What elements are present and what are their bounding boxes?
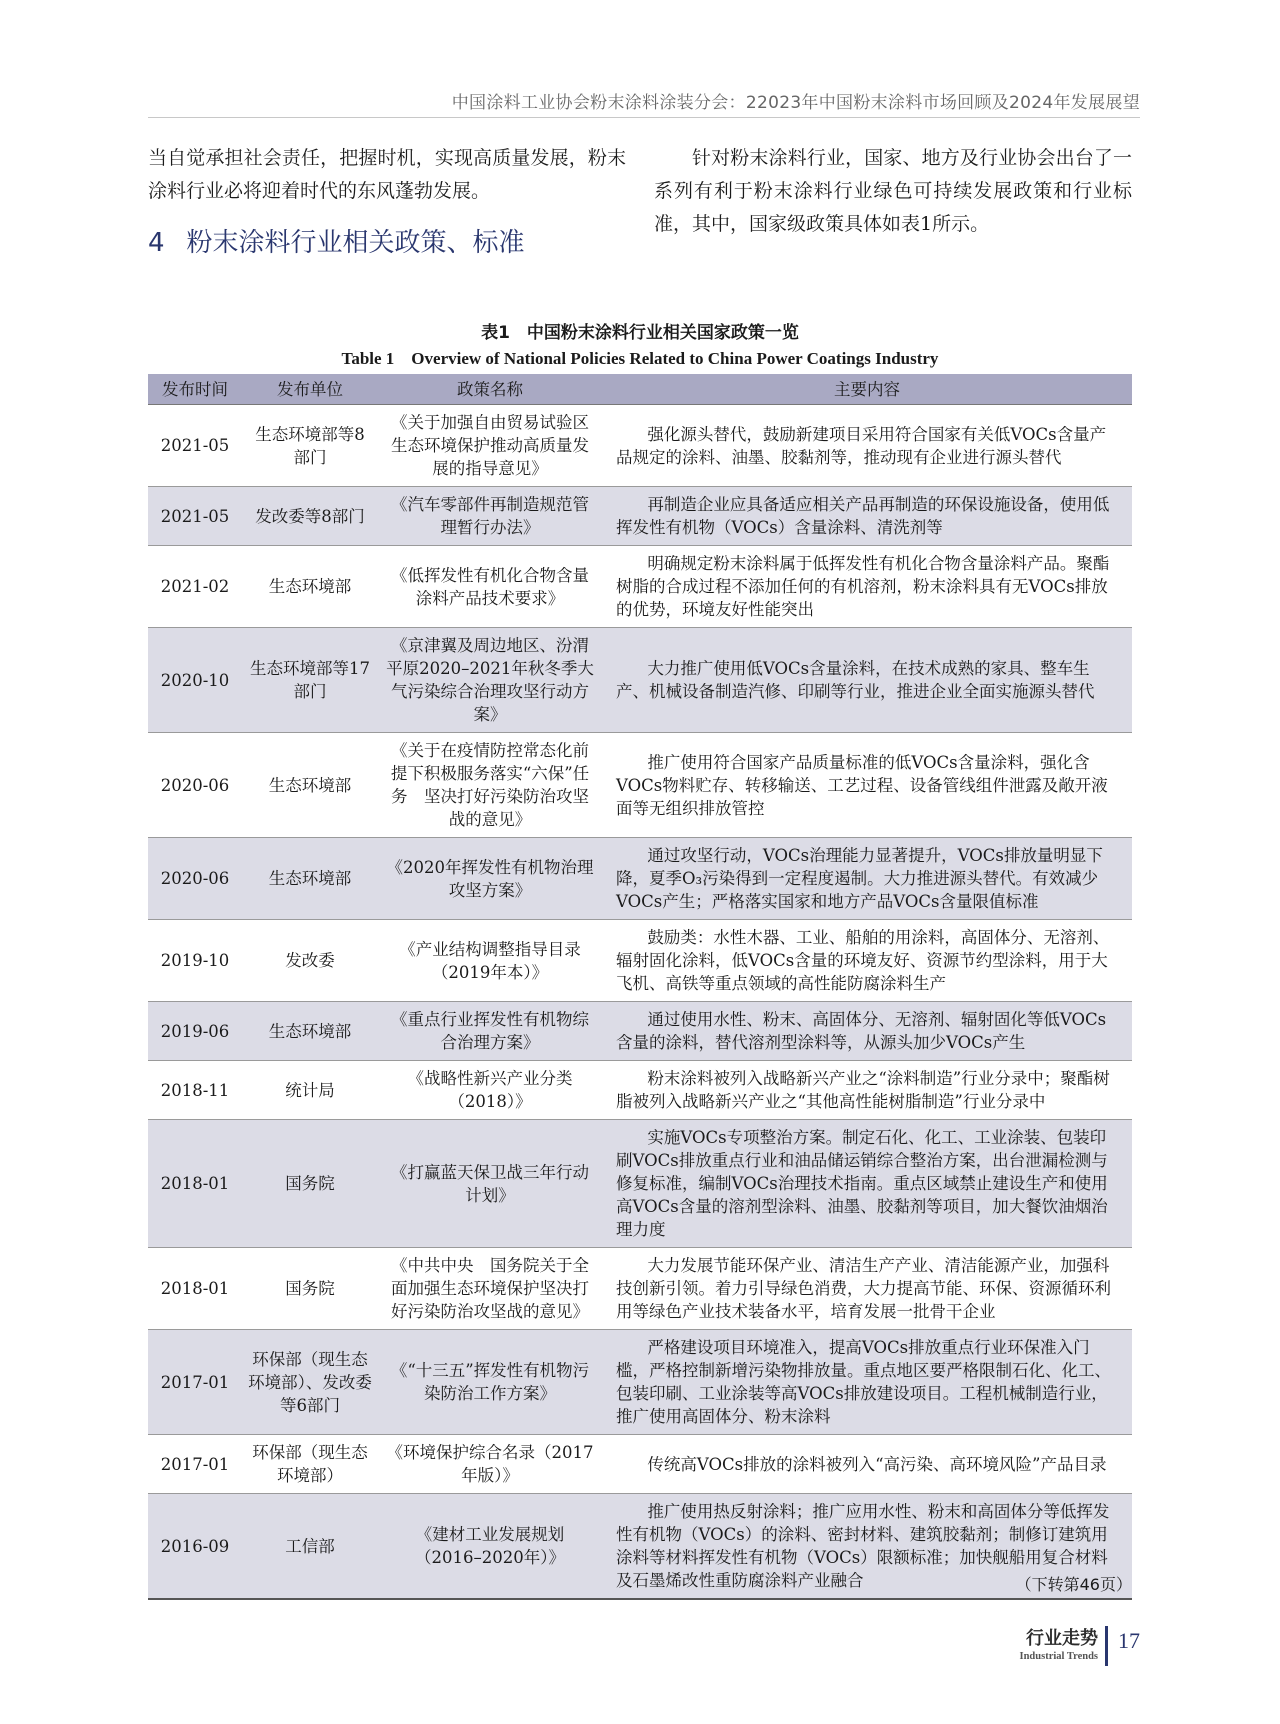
cell-content-text: 通过使用水性、粉末、高固体分、无溶剂、辐射固化等低VOCs含量的涂料，替代溶剂型涂料等，从源头加少VOCs产生	[616, 1010, 1107, 1052]
cell-content-text: 传统高VOCs排放的涂料被列入“高污染、高环境风险”产品目录	[647, 1454, 1107, 1474]
cell-org: 生态环境部等17部门	[242, 628, 378, 733]
cell-content	[602, 1435, 1132, 1494]
page-number: 17	[1118, 1628, 1140, 1653]
cell-content-text: 大力发展节能环保产业、清洁生产产业、清洁能源产业，加强科技创新引领。着力引导绿色消费，大力提高节能、环保、资源循环利用等绿色产业技术装备水平，培育发展一批骨干企业	[616, 1256, 1111, 1321]
continued-note: （下转第46页）	[1015, 1575, 1132, 1594]
cell-org: 环保部（现生态环境部）	[242, 1435, 378, 1494]
cell-content-text: 实施VOCs专项整治方案。制定石化、化工、工业涂装、包装印刷VOCs排放重点行业和油品储运销综合整治方案，出台泄漏检测与修复标准，编制VOCs治理技术指南。重点区域禁止建设生产和使用高VOCs含量的溶剂型涂料、油墨、胶黏剂等项目，加大餐饮油烟治理力度	[616, 1128, 1108, 1239]
cell-policy-name: 《打赢蓝天保卫战三年行动计划》	[378, 1120, 602, 1248]
table-row	[148, 405, 1132, 487]
cell-policy-name: 《环境保护综合名录（2017年版）》	[378, 1435, 602, 1494]
cell-date: 2018-01	[148, 1248, 242, 1330]
cell-content	[602, 1120, 1132, 1248]
cell-policy-name: 《建材工业发展规划（2016–2020年）》	[378, 1494, 602, 1600]
cell-content	[602, 1248, 1132, 1330]
cell-date: 2021-05	[148, 487, 242, 546]
cell-policy-name: 《“十三五”挥发性有机物污染防治工作方案》	[378, 1330, 602, 1435]
cell-content	[602, 1330, 1132, 1435]
cell-content-text: 严格建设项目环境准入，提高VOCs排放重点行业环保准入门槛，严格控制新增污染物排放量。重点地区要严格限制石化、化工、包装印刷、工业涂装等高VOCs排放建设项目。工程机械制造行业，推广使用高固体分、粉末涂料	[616, 1338, 1111, 1426]
cell-content	[602, 733, 1132, 838]
cell-date: 2016-09	[148, 1494, 242, 1600]
cell-policy-name: 《中共中央 国务院关于全面加强生态环境保护坚决打好污染防治攻坚战的意见》	[378, 1248, 602, 1330]
table-header-row	[148, 374, 1132, 405]
cell-date: 2018-01	[148, 1120, 242, 1248]
table-caption-en: Table 1 Overview of National Policies Related to China Power Coatings Industry	[341, 349, 939, 368]
cell-content	[602, 1002, 1132, 1061]
right-paragraph: 针对粉末涂料行业，国家、地方及行业协会出台了一系列有利于粉末涂料行业绿色可持续发展政策和行业标准，其中，国家级政策具体如表1所示。	[654, 147, 1132, 235]
cell-content-text: 强化源头替代，鼓励新建项目采用符合国家有关低VOCs含量产品规定的涂料、油墨、胶黏剂等，推动现有企业进行源头替代	[616, 424, 1107, 467]
table-row	[148, 1435, 1132, 1494]
cell-policy-name: 《汽车零部件再制造规范管理暂行办法》	[378, 487, 602, 546]
table-row	[148, 838, 1132, 920]
cell-content	[602, 628, 1132, 733]
cell-date: 2021-02	[148, 546, 242, 628]
cell-org: 生态环境部	[242, 1002, 378, 1061]
cell-date: 2021-05	[148, 405, 242, 487]
header-rule	[148, 117, 1140, 118]
cell-content-text: 鼓励类：水性木器、工业、船舶的用涂料，高固体分、无溶剂、辐射固化涂料，低VOCs含量的环境友好、资源节约型涂料，用于大飞机、高铁等重点领域的高性能防腐涂料生产	[616, 928, 1110, 993]
cell-org: 发改委等8部门	[242, 487, 378, 546]
table-row	[148, 628, 1132, 733]
cell-date: 2020-06	[148, 838, 242, 920]
footer-divider	[1105, 1626, 1108, 1666]
footer-section-cn: 行业走势	[1026, 1628, 1098, 1649]
cell-org: 生态环境部	[242, 546, 378, 628]
table-row	[148, 1330, 1132, 1435]
table-row	[148, 733, 1132, 838]
table-row	[148, 1248, 1132, 1330]
cell-policy-name: 《关于加强自由贸易试验区生态环境保护推动高质量发展的指导意见》	[378, 405, 602, 487]
cell-content-text: 大力推广使用低VOCs含量涂料，在技术成熟的家具、整车生产、机械设备制造汽修、印刷等行业，推进企业全面实施源头替代	[616, 659, 1095, 701]
cell-date: 2017-01	[148, 1435, 242, 1494]
cell-policy-name: 《2020年挥发性有机物治理攻坚方案》	[378, 838, 602, 920]
cell-org: 统计局	[242, 1061, 378, 1120]
section-heading	[148, 222, 525, 259]
cell-org: 生态环境部	[242, 838, 378, 920]
table-row	[148, 1002, 1132, 1061]
running-head: 中国涂料工业协会粉末涂料涂装分会：22023年中国粉末涂料市场回顾及2024年发展展望	[451, 93, 1140, 113]
cell-date: 2017-01	[148, 1330, 242, 1435]
cell-policy-name: 《重点行业挥发性有机物综合治理方案》	[378, 1002, 602, 1061]
header-date: 发布时间	[148, 374, 242, 405]
cell-content-text: 推广使用热反射涂料；推广应用水性、粉末和高固体分等低挥发性有机物（VOCs）的涂料、密封材料、建筑胶黏剂；制修订建筑用涂料等材料挥发性有机物（VOCs）限额标准；加快舰船用复合材料及石墨烯改性重防腐涂料产业融合	[616, 1502, 1110, 1590]
cell-content-text: 明确规定粉末涂料属于低挥发性有机化合物含量涂料产品。聚酯树脂的合成过程不添加任何的有机溶剂，粉末涂料具有无VOCs排放的优势，环境友好性能突出	[616, 554, 1110, 619]
table-row	[148, 920, 1132, 1002]
cell-org: 发改委	[242, 920, 378, 1002]
table-row	[148, 487, 1132, 546]
cell-content	[602, 546, 1132, 628]
cell-org: 环保部（现生态环境部）、发改委等6部门	[242, 1330, 378, 1435]
cell-org: 生态环境部	[242, 733, 378, 838]
table-row	[148, 1061, 1132, 1120]
cell-content-text: 再制造企业应具备适应相关产品再制造的环保设施设备，使用低挥发性有机物（VOCs）含量涂料、清洗剂等	[616, 495, 1110, 537]
cell-content	[602, 920, 1132, 1002]
header-policy-name: 政策名称	[378, 374, 602, 405]
cell-date: 2019-10	[148, 920, 242, 1002]
footer-section-en: Industrial Trends	[1019, 1651, 1098, 1662]
cell-policy-name: 《关于在疫情防控常态化前提下积极服务落实“六保”任务 坚决打好污染防治攻坚战的意见》	[378, 733, 602, 838]
cell-content	[602, 405, 1132, 487]
table-row	[148, 1494, 1132, 1600]
cell-policy-name: 《低挥发性有机化合物含量涂料产品技术要求》	[378, 546, 602, 628]
section-number: 4	[148, 228, 165, 258]
left-paragraph: 当自觉承担社会责任，把握时机，实现高质量发展，粉末涂料行业必将迎着时代的东风蓬勃发展。	[148, 147, 626, 202]
cell-content	[602, 838, 1132, 920]
cell-org: 生态环境部等8部门	[242, 405, 378, 487]
cell-content-text: 通过攻坚行动，VOCs治理能力显著提升，VOCs排放量明显下降，夏季O₃污染得到一定程度遏制。大力推进源头替代。有效减少VOCs产生；严格落实国家和地方产品VOCs含量限值标准	[616, 846, 1103, 911]
cell-policy-name: 《京津翼及周边地区、汾渭平原2020–2021年秋冬季大气污染综合治理攻坚行动方案》	[378, 628, 602, 733]
table-row	[148, 546, 1132, 628]
cell-date: 2019-06	[148, 1002, 242, 1061]
cell-org: 国务院	[242, 1120, 378, 1248]
cell-policy-name: 《战略性新兴产业分类（2018）》	[378, 1061, 602, 1120]
policy-table	[148, 374, 1132, 1600]
cell-org: 工信部	[242, 1494, 378, 1600]
cell-org: 国务院	[242, 1248, 378, 1330]
cell-content	[602, 1061, 1132, 1120]
section-title-text: 粉末涂料行业相关政策、标准	[186, 228, 525, 258]
table-caption-cn: 表1 中国粉末涂料行业相关国家政策一览	[481, 323, 799, 343]
cell-date: 2018-11	[148, 1061, 242, 1120]
cell-content-text: 推广使用符合国家产品质量标准的低VOCs含量涂料，强化含VOCs物料贮存、转移输送、工艺过程、设备管线组件泄露及敞开液面等无组织排放管控	[616, 752, 1108, 818]
header-content: 主要内容	[602, 374, 1132, 405]
cell-content-text: 粉末涂料被列入战略新兴产业之“涂料制造”行业分录中；聚酯树脂被列入战略新兴产业之“其他高性能树脂制造”行业分录中	[616, 1069, 1110, 1111]
header-org: 发布单位	[242, 374, 378, 405]
table-row	[148, 1120, 1132, 1248]
cell-date: 2020-06	[148, 733, 242, 838]
cell-content	[602, 487, 1132, 546]
table-body	[148, 405, 1132, 1600]
cell-date: 2020-10	[148, 628, 242, 733]
cell-policy-name: 《产业结构调整指导目录（2019年本）》	[378, 920, 602, 1002]
